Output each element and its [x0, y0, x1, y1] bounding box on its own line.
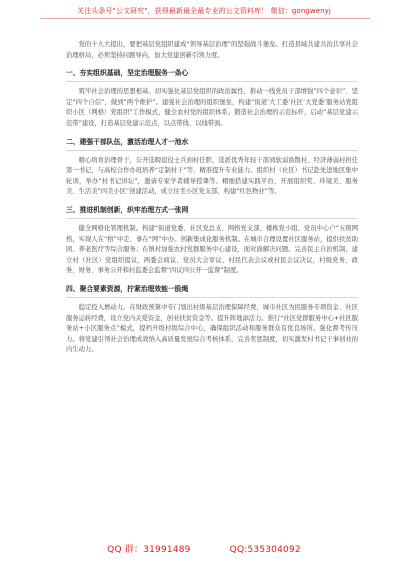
section-2-paragraph: 精心培育治理骨干，公开选聘退役士兵到村任职，选派优秀年轻干部到软弱涣散村、经济薄弱村担任第一书记，与高校合作办班培养“定制村干”等，精准提升专业能力。组织村（社区）书记赴先进地区集中轮训，举办“村书记讲坛”，邀请专家学者辅导授课等。精细搭建实践平台，开展组织奖、环境美、服务美、生活美“四美小区”创建活动，成立住宅小区党支部，构建“红色物业”等。: [66, 156, 358, 196]
banner-divider: [40, 18, 370, 19]
footer-contact: [0, 542, 408, 555]
section-2-divider: [66, 150, 358, 151]
document-body: [66, 26, 358, 356]
section-4-heading-row: [66, 283, 358, 295]
section-1-heading: 一、夯实组织基础，坚定治理服务一条心: [66, 69, 189, 78]
section-1-paragraph: 筑牢社会治理的思想根基。切实强化基层党组织的政治属性，推动一线党员干部增强“四个意识”、坚定“四个自信”，做到“两个维护”。建强社会治理的组织堡垒，构建“街道‘大工委’社区‘大党委’服务站党组织小区（网格）党组织”工作模式，健全农村党的组织体系。锻造社会治理的示范标杆，启动“基层党建示范带”建设，打造基层党建示范点，以点带线、以线带面。: [66, 88, 358, 127]
section-3-heading-row: [66, 204, 358, 216]
section-3-paragraph: 健全网格化管理机制。构建“街道党委、社区党总支、网格党支部、楼栋党小组、党员中心户”五级网格，实现人在“格”中走、事在“网”中办。创新集成化服务机制。在城市合理设置社区服务站，提供扶贫助困、养老医疗等综合服务；在镇村加强农村党群服务中心建设，面对面解决问题。完善民主自治机制，建立村（社区）党组织提议、两委会商议、党员大会审议、村民代表会议或村民会议决议，村级党务、政务、财务、事务公开和村监委会监督“四议四公开一监督”制度。: [66, 224, 358, 275]
footer-qq-group: QQ 群：31991489: [107, 545, 191, 555]
section-3-divider: [66, 218, 358, 219]
footer-qq-number: QQ:535304092: [229, 545, 301, 555]
section-1-divider: [66, 81, 358, 82]
intro-paragraph: 党的十九大提出，要把基层党组织建成“领导基层治理”的坚强战斗堡垒。打造县域共建共治共享社会治理格局，必须坚持问题导向，加大党建创新引领力度。: [66, 41, 358, 59]
top-banner: 关注头条号"公文研究"，获得最新最全最专业的公文资料库！ 微信：gongwenyj: [77, 7, 331, 15]
section-3-heading: 三、推进机制创新，织牢治理方式一张网: [66, 205, 189, 214]
section-4-divider: [66, 297, 358, 298]
section-1-heading-row: [66, 67, 358, 79]
section-2-heading: 二、建强干部队伍，激活治理人才一池水: [66, 137, 189, 146]
section-4-paragraph: 稳定投入增动力。在财政预算中专门划出村级基层治理保障经费，城市社区为民服务专项资金、社区服务运转经费，设立党内关爱资金，创业扶贫资金等。提升阵地添活力。推行“社区党群服务中心+社区服务站+小区服务点”模式，提档升级村级综合中心，确保组织活动和服务群众有优良场所。强化督考传压力。将党建引领社会治理成效纳入高质量发展综合考核体系，完善奖惩制度，切实激发村书记干事创业的内生动力。: [66, 303, 358, 354]
section-4-heading: 四、聚合要素资源，拧紧治理效能一股绳: [66, 284, 189, 293]
section-2-heading-row: [66, 136, 358, 148]
